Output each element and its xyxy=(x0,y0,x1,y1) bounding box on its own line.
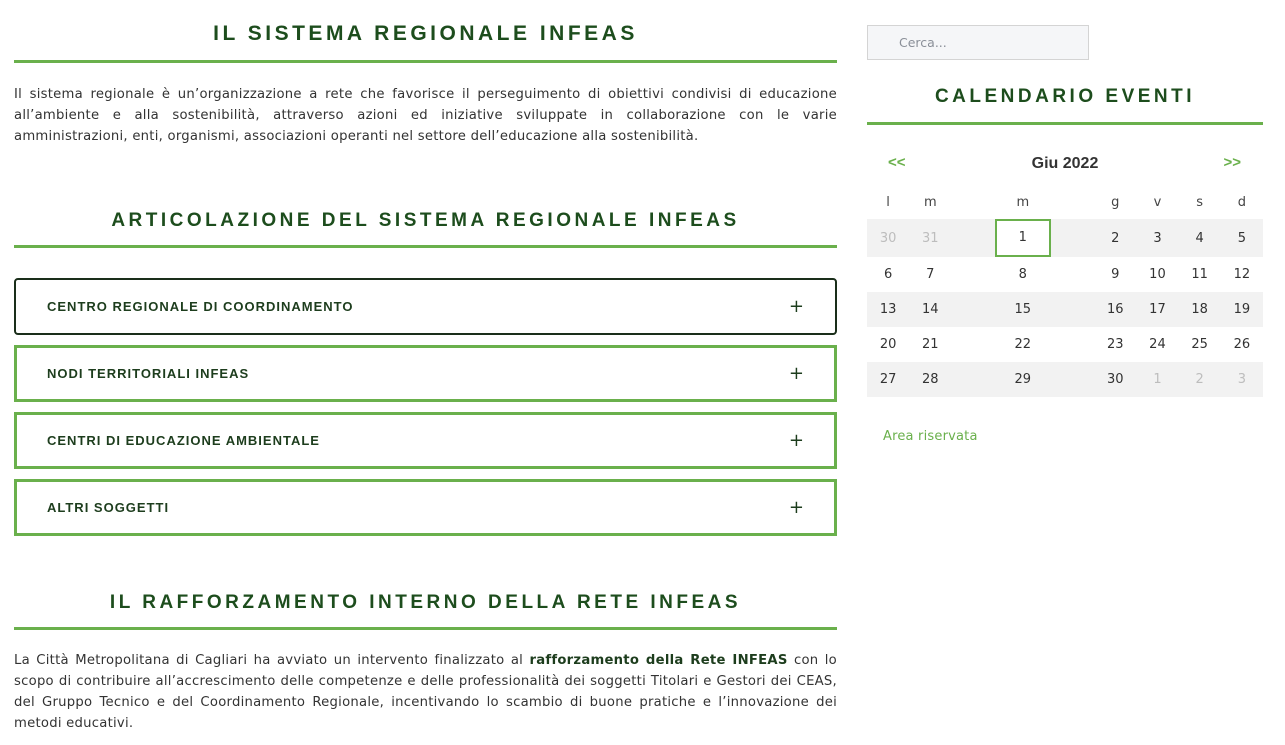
search-input[interactable] xyxy=(867,25,1089,60)
weekday-row xyxy=(867,185,1263,219)
calendar-day[interactable]: 29 xyxy=(951,362,1094,397)
calendar-month: Giu 2022 xyxy=(1031,155,1099,172)
weekday: l xyxy=(886,194,890,210)
accordion-altri-soggetti[interactable] xyxy=(14,479,837,536)
calendar-week xyxy=(867,292,1263,327)
calendar-day[interactable]: 27 xyxy=(867,362,909,397)
calendar-week xyxy=(867,219,1263,257)
section-title-articolazione: ARTICOLAZIONE DEL SISTEMA REGIONALE INFEAS xyxy=(14,210,837,248)
weekday: g xyxy=(1111,194,1120,210)
accordion-label: CENTRI DI EDUCAZIONE AMBIENTALE xyxy=(47,433,320,448)
accordion-label: CENTRO REGIONALE DI COORDINAMENTO xyxy=(47,299,354,314)
calendar-day[interactable]: 24 xyxy=(1149,337,1166,352)
calendar-day[interactable]: 10 xyxy=(1149,267,1166,282)
calendar-day[interactable]: 5 xyxy=(1221,219,1263,257)
calendar-day[interactable]: 9 xyxy=(1111,267,1120,282)
calendar-day[interactable]: 17 xyxy=(1136,292,1178,327)
section-title-sistema: IL SISTEMA REGIONALE INFEAS xyxy=(14,22,837,63)
calendar-day[interactable]: 25 xyxy=(1191,337,1208,352)
calendar-day[interactable]: 26 xyxy=(1233,337,1251,352)
calendar-day[interactable]: 8 xyxy=(1018,267,1027,282)
calendar-week xyxy=(867,327,1263,362)
calendar-day[interactable]: 14 xyxy=(909,292,951,327)
accordion-label: NODI TERRITORIALI INFEAS xyxy=(47,366,250,381)
today-marker: 1 xyxy=(995,219,1051,257)
calendar-day[interactable]: 3 xyxy=(1136,219,1178,257)
calendar-week xyxy=(867,257,1263,292)
calendar-week xyxy=(867,362,1263,397)
calendar-day[interactable]: 28 xyxy=(909,362,951,397)
calendar-day[interactable]: 18 xyxy=(1179,292,1221,327)
intro-paragraph: Il sistema regionale è un’organizzazione a rete che favorisce il perseguimento di obiettivi condivisi di educazione all’ambiente e alla sostenibilità, attraverso azioni ed iniziative sviluppate in collaborazione con le varie amministrazioni, enti, organismi, associazioni operanti nel settore dell’educazione alla sostenibilità. xyxy=(14,87,837,144)
reserved-area-link[interactable]: Area riservata xyxy=(883,429,978,444)
weekday: m xyxy=(1016,194,1030,210)
calendar-day[interactable]: 6 xyxy=(883,267,893,282)
calendar-day[interactable]: 12 xyxy=(1233,267,1251,282)
calendar-day[interactable]: 19 xyxy=(1221,292,1263,327)
calendar-day-other: 3 xyxy=(1221,362,1263,397)
calendar-day-other: 1 xyxy=(1136,362,1178,397)
calendar-day[interactable]: 13 xyxy=(867,292,909,327)
calendar-day-today[interactable] xyxy=(951,219,1094,257)
calendar-day[interactable]: 21 xyxy=(922,337,939,352)
calendar-day[interactable]: 15 xyxy=(951,292,1094,327)
calendar-day[interactable]: 20 xyxy=(879,337,897,352)
calendar-day-other: 31 xyxy=(909,219,951,257)
calendar-day-other: 2 xyxy=(1179,362,1221,397)
accordion-nodi-territoriali[interactable] xyxy=(14,345,837,402)
calendar-day[interactable]: 7 xyxy=(926,267,935,282)
calendar-day[interactable]: 2 xyxy=(1094,219,1136,257)
calendar-grid xyxy=(867,185,1263,397)
calendar-day[interactable]: 22 xyxy=(1014,337,1032,352)
accordion-label: ALTRI SOGGETTI xyxy=(47,500,170,515)
calendar-day[interactable]: 30 xyxy=(1094,362,1136,397)
calendar-day[interactable]: 11 xyxy=(1191,267,1208,282)
section-title-rafforzamento: IL RAFFORZAMENTO INTERNO DELLA RETE INFEAS xyxy=(14,592,837,630)
calendar-day[interactable]: 4 xyxy=(1179,219,1221,257)
weekday: m xyxy=(923,194,937,210)
accordion-centro-regionale[interactable] xyxy=(14,278,837,335)
calendar-title: CALENDARIO EVENTI xyxy=(867,86,1263,125)
calendar-day[interactable]: 16 xyxy=(1094,292,1136,327)
plus-icon[interactable]: + xyxy=(788,430,804,451)
calendar-next-button[interactable]: >> xyxy=(1223,154,1241,171)
rafforzamento-paragraph xyxy=(14,650,837,734)
calendar-day-other: 30 xyxy=(867,219,909,257)
plus-icon[interactable]: + xyxy=(788,296,804,317)
text-after: con lo scopo di contribuire all’accrescimento delle competenze e delle professionalità dei soggetti Titolari e Gestori dei CEAS, del Gruppo Tecnico e del Coordinamento Regionale, incentivando lo scambio di buone pratiche e l’innovazione dei metodi educativi. xyxy=(14,653,837,731)
plus-icon[interactable]: + xyxy=(788,363,804,384)
weekday: v xyxy=(1153,194,1162,210)
calendar-prev-button[interactable]: << xyxy=(888,154,906,171)
text-bold: rafforzamento della Rete INFEAS xyxy=(529,653,788,668)
plus-icon[interactable]: + xyxy=(788,497,804,518)
weekday: d xyxy=(1237,194,1246,210)
weekday: s xyxy=(1196,194,1204,210)
text-before: La Città Metropolitana di Cagliari ha avviato un intervento finalizzato al xyxy=(14,653,530,668)
accordion-centri-educazione[interactable] xyxy=(14,412,837,469)
calendar-nav xyxy=(867,154,1263,176)
calendar-day[interactable]: 23 xyxy=(1106,337,1124,352)
